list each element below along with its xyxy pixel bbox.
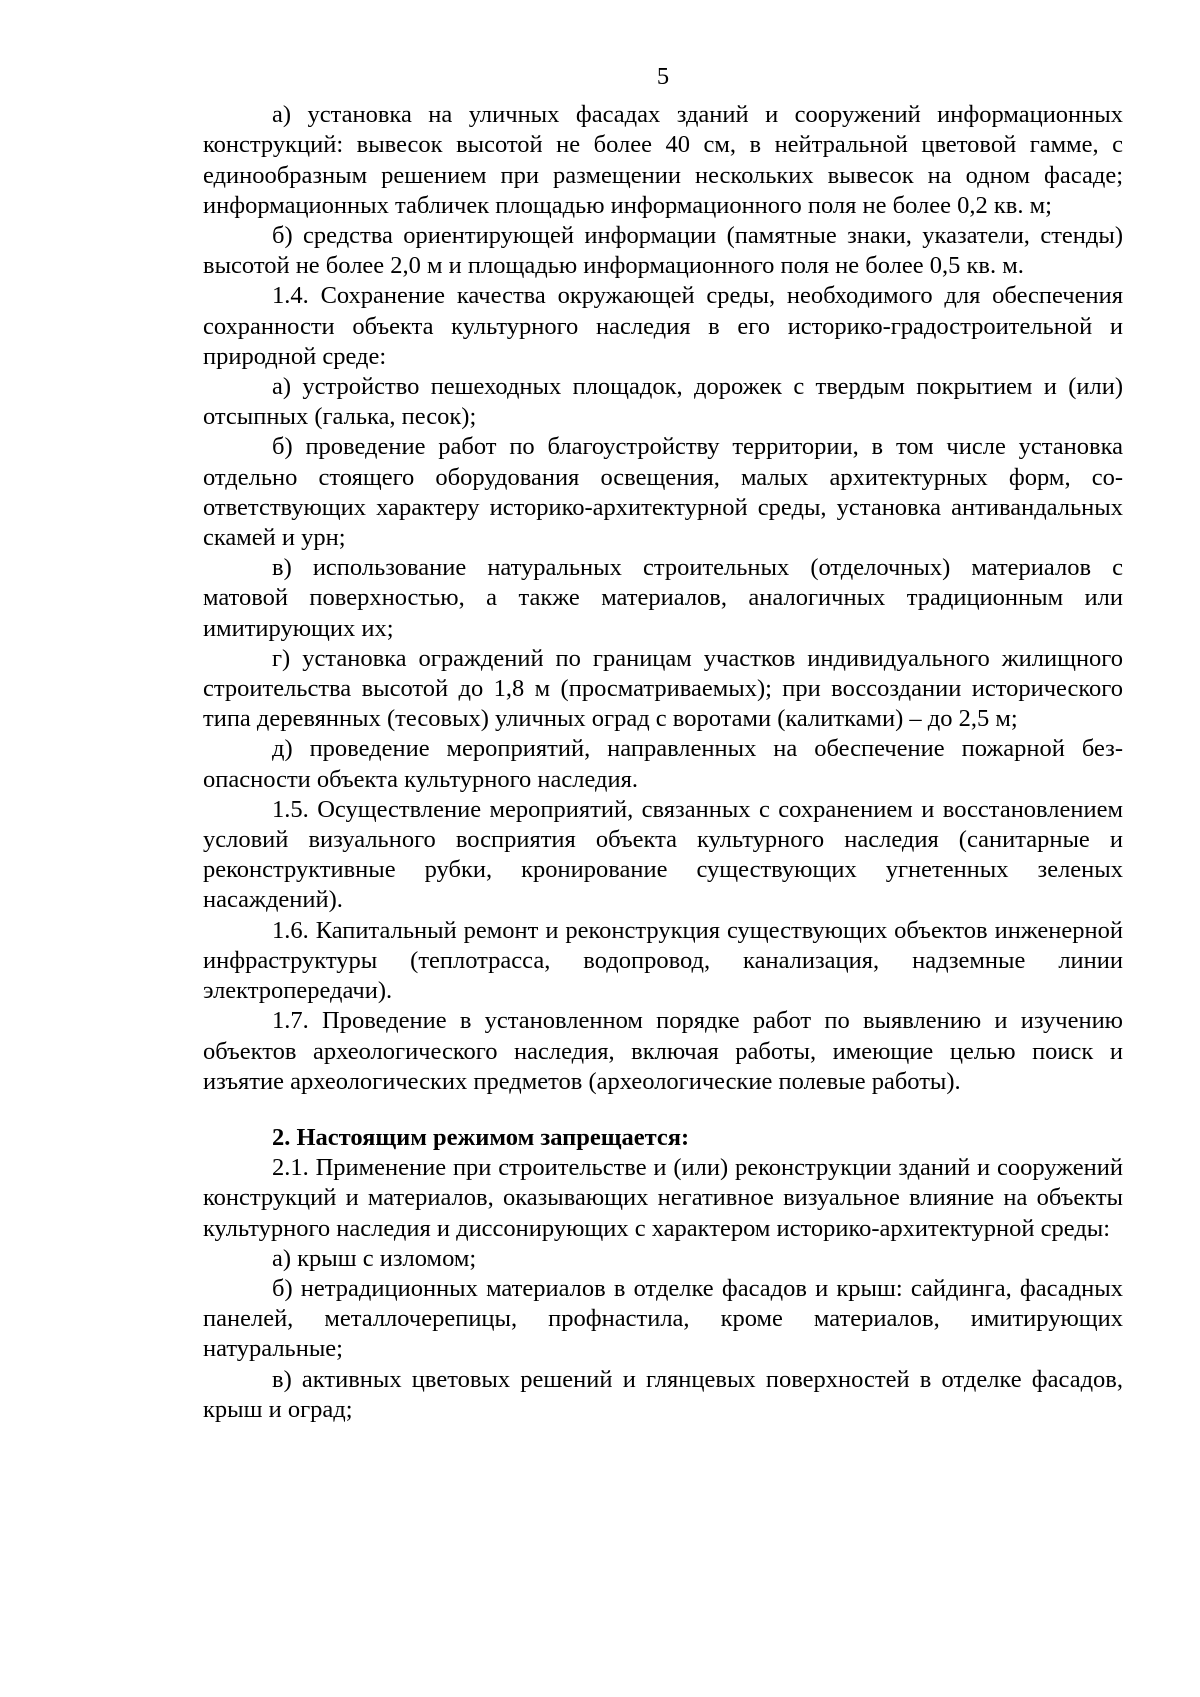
paragraph-2-1-v: в) активных цветовых решений и глянцевых поверхностей в отделке фасадов, крыш и оград; [203,1365,1123,1423]
paragraph-1-4-v: в) использование натуральных строительных (отделочных) материалов с матовой поверхностью, а также материалов, аналогичных традиционным или имитирующих их; [203,554,1123,642]
paragraph-1-4-b: б) проведение работ по благоустройству территории, в том числе установка отдельно стоящего оборудования освещения, малых архитектурных форм, соответствующих характеру историко-архитектурной среды, установка антивандальных скамей и урн; [203,433,1123,552]
paragraph-1-6: 1.6. Капитальный ремонт и реконструкция существующих объектов инженерной инфраструктуры (теплотрасса, водопровод, канализация, надземные линии электропередачи). [203,916,1123,1005]
paragraph-1-4-g: г) установка ограждений по границам участков индивидуального жилищного строительства высотой до 1,8 м (просматриваемых); при воссоздании исторического типа деревянных (тесовых) уличных оград с воротами (калитками) – до 2,5 м; [203,644,1123,733]
paragraph-1-5: 1.5. Осуществление мероприятий, связанных с сохранением и восстановлением условий визуального восприятия объекта культурного наследия (санитарные и реконструктивные рубки, кронирование существующих угнетенных зеленых насаждений). [203,795,1123,914]
document-page [203,62,1123,1425]
paragraph-2-1-a: а) крыш с изломом; [272,1244,477,1272]
paragraph-1-7: 1.7. Проведение в установленном порядке работ по выявлению и изучению объектов археологического наследия, включая работы, имеющие целью поиск и изъятие археологических предметов (археологические полевые работы). [203,1007,1123,1095]
paragraph-1-4-d: д) проведение мероприятий, направленных на обеспечение пожарной безопасности объекта культурного наследия. [203,735,1123,793]
section-heading: 2. Настоящим режимом запрещается: [272,1123,690,1151]
paragraph-2-1: 2.1. Применение при строительстве и (или) реконструкции зданий и сооружений конструкций и материалов, оказывающих негативное визуальное влияние на объекты культурного наследия и диссонирующих с характером историко-архитектурной среды: [203,1154,1123,1242]
paragraph-1-3-a: а) установка на уличных фасадах зданий и сооружений информационных конструкций: вывесок высотой не более 40 см, в нейтральной цветовой гамме, с единообразным решением при размещении нескольких вывесок на одном фасаде; информационных табличек площадью информационного поля не более 0,2 кв. м; [203,101,1123,219]
page-number: 5 [656,63,670,90]
paragraph-1-3-b: б) средства ориентирующей информации (памятные знаки, указатели, стенды) высотой не более 2,0 м и площадью информационного поля не более 0,5 кв. м. [203,222,1123,280]
paragraph-1-4: 1.4. Сохранение качества окружающей среды, необходимого для обеспечения сохранности объекта культурного наследия в его историко-градостроительной и природной среде: [203,282,1123,370]
paragraph-2-1-b: б) нетрадиционных материалов в отделке фасадов и крыш: сайдинга, фасадных панелей, металлочерепицы, профнастила, кроме материалов, имитирующих натуральные; [203,1274,1123,1363]
paragraph-1-4-a: а) устройство пешеходных площадок, дорожек с твердым покрытием и (или) отсыпных (галька, песок); [203,373,1123,431]
